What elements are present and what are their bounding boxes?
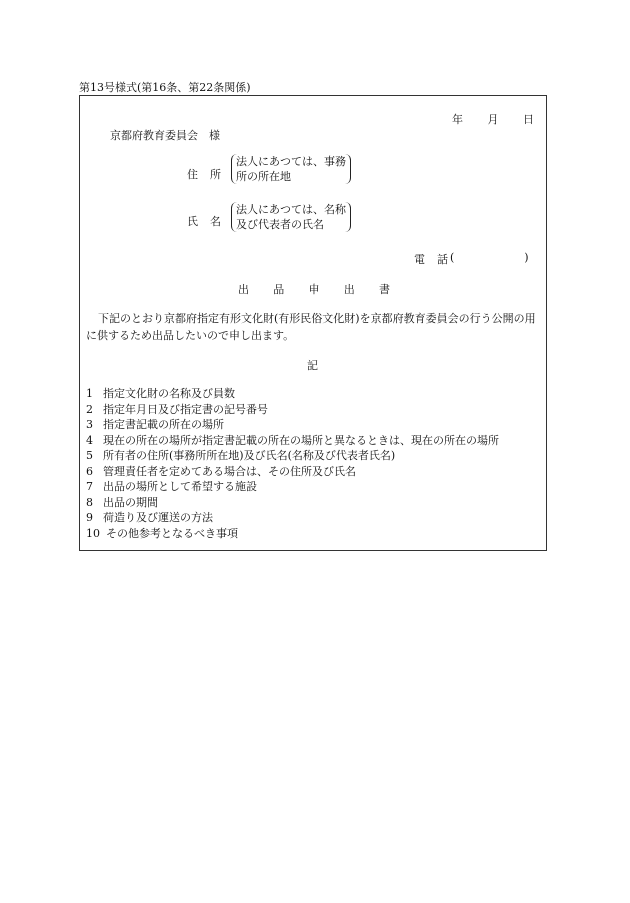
list-item — [86, 495, 499, 511]
phone-label-char-1: 電 — [414, 253, 425, 266]
item-text: 指定書記載の所在の場所 — [103, 418, 224, 431]
item-list — [86, 386, 499, 541]
item-text: 現在の所在の場所が指定書記載の所在の場所と異なるときは、現在の所在の場所 — [103, 433, 499, 447]
item-text: 所有者の住所(事務所所在地)及び氏名(名称及び代表者氏名) — [103, 449, 396, 462]
title-char-1: 出 — [238, 283, 249, 296]
item-number: 10 — [86, 526, 100, 540]
list-item — [86, 510, 499, 526]
name-label-char-1: 氏 — [187, 215, 198, 228]
list-item — [86, 479, 499, 495]
item-number: 8 — [86, 495, 93, 509]
item-number: 4 — [86, 433, 93, 447]
name-note-line-1: 法人にあつては、名称 — [236, 203, 346, 216]
phone-label-char-2: 話 — [437, 253, 448, 266]
month-label: 月 — [487, 113, 499, 126]
name-label — [187, 213, 221, 229]
phone-line — [414, 251, 529, 267]
title-char-5: 書 — [379, 283, 390, 296]
address-label-char-2: 所 — [210, 168, 221, 181]
item-number: 1 — [86, 387, 93, 400]
list-item — [86, 417, 499, 433]
list-item — [86, 448, 499, 464]
item-text: その他参考となるべき事項 — [106, 526, 238, 540]
address-note-line-2: 所の所在地 — [236, 170, 291, 183]
phone-label — [414, 251, 448, 267]
item-number: 5 — [86, 449, 93, 462]
year-label: 年 — [452, 113, 463, 126]
document-title — [238, 281, 390, 297]
address-label-char-1: 住 — [187, 168, 198, 181]
item-text: 指定年月日及び指定書の記号番号 — [103, 402, 268, 416]
item-text: 出品の場所として希望する施設 — [103, 480, 257, 493]
phone-paren-close: ) — [524, 251, 529, 264]
item-text: 荷造り及び運送の方法 — [103, 511, 213, 524]
name-note-line-2: 及び代表者の氏名 — [236, 218, 324, 231]
list-item — [86, 526, 499, 542]
item-number: 2 — [86, 402, 93, 416]
title-char-2: 品 — [273, 283, 285, 296]
item-text: 指定文化財の名称及び員数 — [103, 387, 235, 400]
address-note-line-1: 法人にあつては、事務 — [236, 155, 346, 168]
item-number: 3 — [86, 418, 93, 431]
day-label: 日 — [523, 113, 534, 126]
item-number: 9 — [86, 511, 93, 524]
phone-paren-open: ( — [450, 251, 455, 264]
list-item — [86, 433, 499, 449]
form-number: 第13号様式(第16条、第22条関係) — [79, 81, 251, 94]
item-text: 出品の期間 — [103, 495, 158, 509]
addressee: 京都府教育委員会 様 — [110, 129, 220, 142]
name-note — [231, 202, 351, 232]
body-paragraph: 下記のとおり京都府指定有形文化財(有形民俗文化財)を京都府教育委員会の行う公開の用に供するため出品したいので申し出ます。 — [86, 312, 536, 342]
ki-heading: 記 — [307, 359, 318, 372]
title-char-4: 出 — [343, 283, 355, 296]
form-frame — [79, 95, 547, 551]
name-label-char-2: 名 — [210, 215, 221, 228]
item-number: 6 — [86, 464, 93, 478]
list-item — [86, 402, 499, 418]
list-item — [86, 464, 499, 480]
item-number: 7 — [86, 480, 93, 493]
date-line — [452, 111, 534, 127]
address-label — [187, 166, 221, 182]
list-item — [86, 386, 499, 402]
title-char-3: 申 — [308, 283, 320, 296]
address-note — [231, 154, 351, 184]
item-text: 管理責任者を定めてある場合は、その住所及び氏名 — [103, 464, 356, 478]
